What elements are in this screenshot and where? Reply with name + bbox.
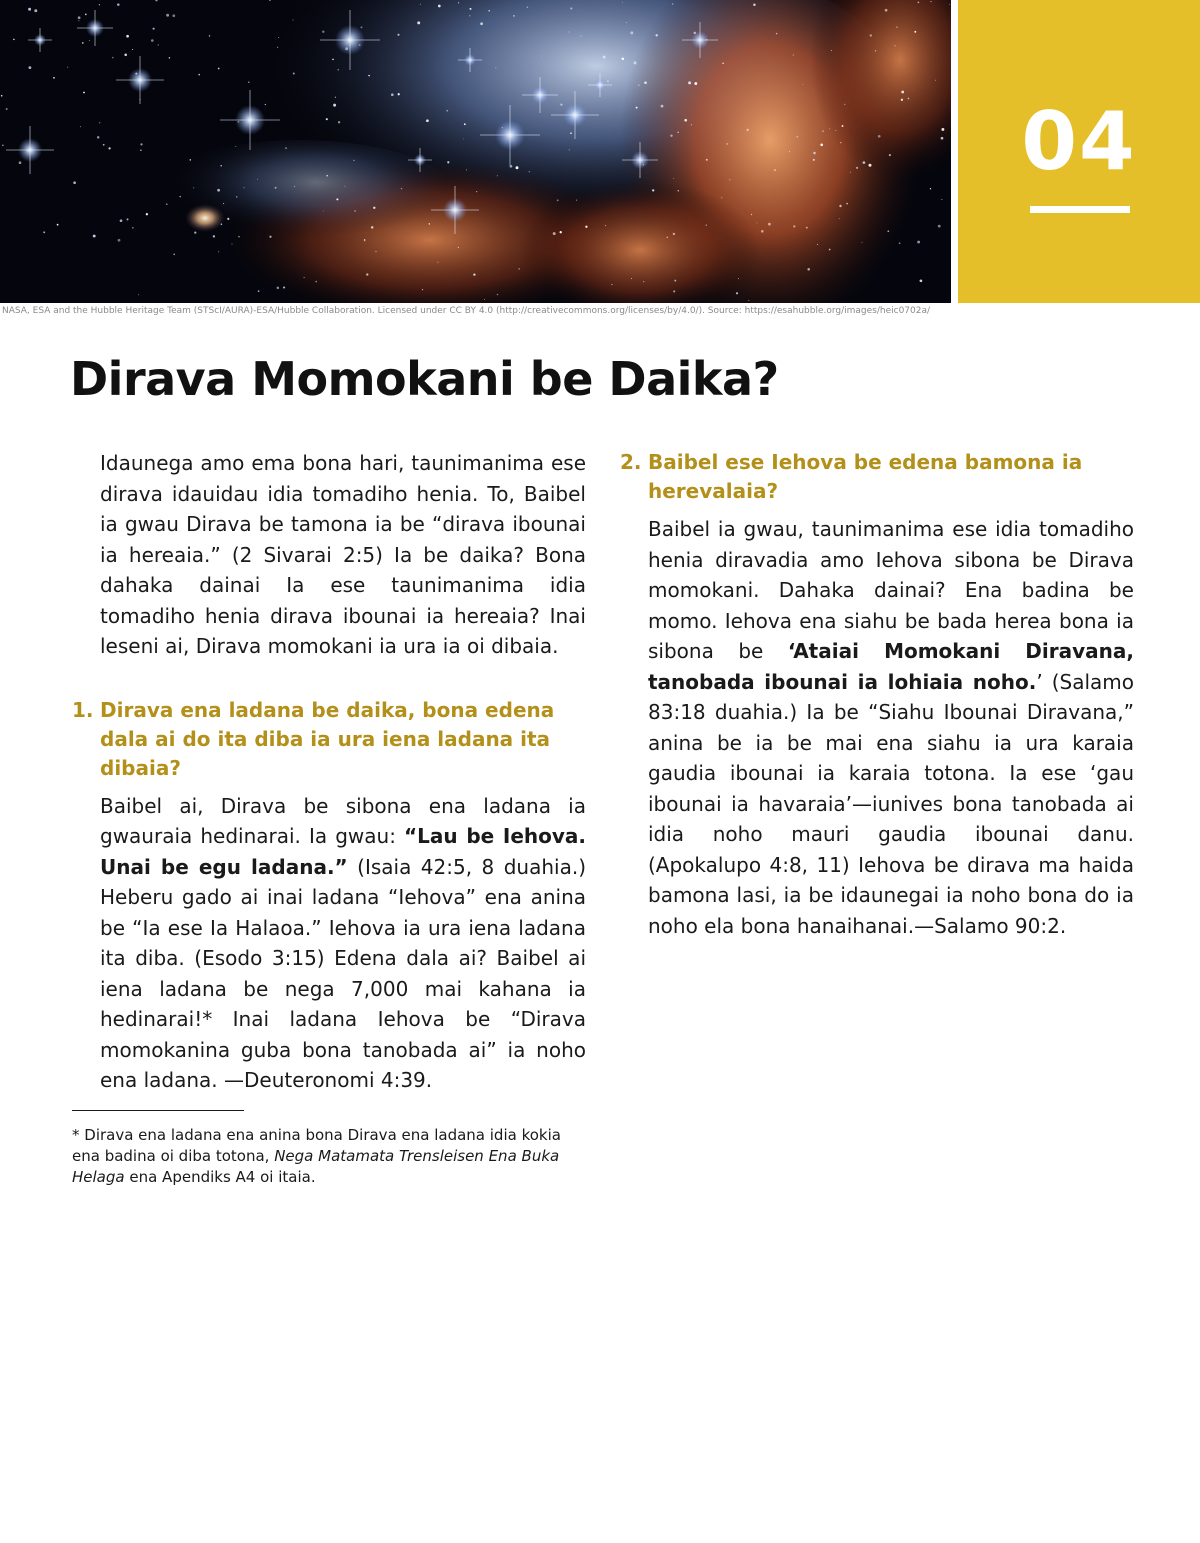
star <box>146 213 148 215</box>
star <box>153 28 155 30</box>
star <box>235 146 236 147</box>
footnote-divider <box>72 1110 244 1111</box>
star <box>138 294 139 295</box>
star <box>1 95 3 97</box>
star <box>896 26 898 28</box>
star <box>469 15 470 16</box>
star <box>283 286 285 288</box>
star <box>323 211 324 212</box>
star <box>622 2 623 3</box>
star <box>78 20 79 21</box>
star <box>576 200 577 201</box>
star <box>870 34 872 36</box>
star <box>248 82 249 83</box>
star <box>117 3 120 6</box>
answer-1-text-start: Baibel ai, Dirava be sibona ena ladana ia gwauraia hedinarai. Ia gwau: <box>100 793 586 848</box>
star <box>238 236 239 237</box>
star <box>333 104 336 107</box>
nebula-starfield-image <box>0 0 951 303</box>
star <box>285 147 286 148</box>
star <box>293 73 295 75</box>
star <box>748 300 749 301</box>
star <box>605 225 606 226</box>
star <box>34 9 37 12</box>
star <box>941 137 944 140</box>
star <box>420 4 421 5</box>
answer-2-emphasis: ‘Ataiai Momokani Diravana, tanobada ibounai ia lohiaia noho. <box>648 639 1134 694</box>
star <box>829 128 830 129</box>
star <box>447 161 449 163</box>
star <box>941 199 942 200</box>
star <box>722 63 724 65</box>
page-title: Dirava Momokani be Daika? <box>70 352 779 406</box>
star <box>391 93 394 96</box>
right-column <box>620 448 1134 941</box>
star <box>655 34 657 36</box>
star <box>166 203 167 204</box>
star <box>846 203 848 205</box>
star <box>887 230 889 232</box>
star <box>429 223 431 225</box>
star <box>920 279 923 282</box>
star <box>231 243 232 244</box>
star <box>227 218 229 220</box>
star <box>822 130 824 132</box>
star <box>257 179 258 180</box>
star <box>856 167 858 169</box>
star <box>13 39 15 41</box>
star <box>585 226 587 228</box>
star <box>580 35 581 36</box>
star <box>820 144 823 147</box>
star <box>829 249 831 251</box>
star <box>516 166 519 169</box>
star <box>560 104 562 106</box>
star <box>89 40 90 41</box>
star <box>19 161 22 164</box>
star <box>839 205 841 207</box>
star <box>275 187 277 189</box>
star <box>422 289 423 290</box>
answer-2-text-end: ’ (Salamo 83:18 duahia.) Ia be “Siahu Ibounai Diravana,” anina be ia be mai ena siahu ia ura karaia gaudia ibounai ia karaia totona. Ia ese ‘gau ibounai ia havaraia’—iunives bona tanobada ai idia noho mauri gaudia ibounai danu. (Apokalupo 4:8, 11) Iehova be dirava ma haida bamona lasi, ia be idaunegai ia noho bona do ia noho ela bona hanaihanai.—Salamo 90:2. <box>648 669 1135 938</box>
star <box>322 31 324 33</box>
star <box>218 68 220 70</box>
star <box>463 139 464 140</box>
star <box>813 159 815 161</box>
star <box>930 188 931 189</box>
star <box>631 278 632 279</box>
star <box>706 224 707 225</box>
footnote-book-title: Nega Matamata Trensleisen Ena Buka Helaga <box>72 1146 560 1186</box>
star <box>634 61 637 64</box>
star <box>221 223 222 224</box>
star <box>863 161 866 164</box>
star <box>684 119 687 122</box>
star <box>473 273 475 275</box>
star <box>901 91 904 94</box>
star <box>678 190 679 191</box>
star <box>806 227 808 229</box>
star <box>169 57 170 58</box>
star <box>354 210 356 212</box>
star <box>190 159 192 161</box>
star <box>793 54 794 55</box>
star <box>126 218 128 220</box>
star <box>293 20 294 21</box>
star <box>368 75 369 76</box>
star <box>85 14 87 16</box>
chapter-underline <box>1030 206 1130 213</box>
star <box>694 82 697 85</box>
star <box>674 280 676 282</box>
star <box>373 207 375 209</box>
star <box>124 54 127 57</box>
star <box>835 130 836 131</box>
star <box>914 31 916 33</box>
star <box>636 107 638 109</box>
star <box>193 187 194 188</box>
star <box>484 299 485 300</box>
star <box>941 128 944 131</box>
star <box>894 45 895 46</box>
star <box>397 34 399 36</box>
star <box>180 196 181 197</box>
star <box>807 268 810 271</box>
star <box>726 143 728 145</box>
star <box>151 39 154 42</box>
star <box>935 80 936 81</box>
star <box>345 186 346 187</box>
left-column <box>72 448 586 1188</box>
footnote-text-start: * Dirava ena ladana ena anina bona Dirava ena ladana idia kokia ena badina oi diba totona, <box>72 1125 561 1165</box>
star <box>398 93 400 95</box>
star <box>93 235 96 238</box>
star <box>949 4 950 5</box>
star <box>244 187 245 188</box>
star <box>603 56 606 59</box>
star <box>831 50 832 51</box>
star <box>611 284 612 285</box>
star <box>885 9 888 12</box>
star <box>844 104 845 105</box>
footnote <box>72 1125 586 1188</box>
star <box>209 35 210 36</box>
star <box>842 125 844 127</box>
star <box>667 237 668 238</box>
star <box>112 57 113 58</box>
star <box>166 14 169 17</box>
star <box>337 69 338 70</box>
star <box>438 5 441 8</box>
star <box>908 98 910 100</box>
star <box>869 164 872 167</box>
star <box>560 231 562 233</box>
question-2-number: 2. <box>620 450 642 474</box>
star <box>236 196 237 197</box>
star <box>569 149 570 150</box>
chapter-number: 04 <box>1021 95 1137 188</box>
star <box>258 290 260 292</box>
chapter-number-box <box>958 0 1200 303</box>
star <box>850 172 851 173</box>
answer-1-text-end: (Isaia 42:5, 8 duahia.) Heberu gado ai inai ladana “Iehova” ena anina be “Ia ese Ia Halaoa.” Iehova ia ura iena ladana ita diba. (Esodo 3:15) Edena dala ai? Baibel ai iena ladana be nega 7,000 mai kahana ia hedinarai!* Inai ladana Iehova be “Dirava momokanina guba bona tanobada ai” ia noho ena ladana. —Deuteronomi 4:39. <box>100 854 587 1092</box>
star <box>813 152 816 155</box>
star <box>661 105 664 108</box>
star <box>652 189 654 191</box>
star <box>73 181 76 184</box>
star <box>677 132 678 133</box>
star <box>738 278 739 279</box>
star <box>793 225 795 227</box>
star <box>899 242 901 244</box>
star <box>878 135 881 138</box>
star <box>173 254 174 255</box>
star <box>673 233 675 235</box>
star <box>930 1 931 2</box>
star <box>673 290 675 292</box>
image-credit: NASA, ESA and the Hubble Heritage Team (STScI/AURA)-ESA/Hubble Collaboration. Licensed under CC BY 4.0 (http://creativecommons.org/licenses/by/4.0/). Source: https://esahubble.org/images/heic0702a/ <box>2 306 931 316</box>
star <box>756 222 757 223</box>
intro-paragraph: Idaunega amo ema bona hari, taunimanima ese dirava idauidau idia tomadiho henia. To, Baibel ia gwau Dirava be tamona ia be “dirava ibounai ia hereaia.” (2 Sivarai 2:5) Ia be daika? Bona dahaka dainai Ia ese taunimanima idia tomadiho henia dirava ibounai ia hereaia? Inai leseni ai, Dirava momokani ia ura ia oi dibaia. <box>100 451 586 658</box>
star <box>774 169 775 170</box>
star <box>132 227 134 229</box>
star <box>875 50 876 51</box>
star <box>917 241 920 244</box>
star <box>220 165 222 167</box>
star <box>158 44 159 45</box>
star <box>458 247 459 248</box>
star <box>217 189 220 192</box>
footnote-text-end: ena Apendiks A4 oi itaia. <box>124 1167 316 1186</box>
star <box>29 66 32 69</box>
star <box>761 230 764 233</box>
star <box>366 273 368 275</box>
star <box>672 3 673 4</box>
star <box>553 232 556 235</box>
star <box>721 197 722 198</box>
question-1-text: Dirava ena ladana be daika, bona edena dala ai do ita diba ia ura iena ladana ita dibaia? <box>100 697 555 780</box>
answer-2-text-start: Baibel ia gwau, taunimanima ese idia tomadiho henia diravadia amo Iehova sibona be Dirava momokani. Dahaka dainai? Ena badina be momo. Iehova ena siahu be bada herea bona ia sibona be <box>648 517 1134 663</box>
star <box>335 97 336 98</box>
star <box>326 175 328 177</box>
star <box>218 251 219 252</box>
star <box>67 67 68 68</box>
star <box>802 84 803 85</box>
star <box>6 108 8 110</box>
star <box>466 169 467 170</box>
star <box>644 81 647 84</box>
star <box>140 150 141 151</box>
star <box>294 186 295 187</box>
star <box>706 159 708 161</box>
star <box>277 47 278 48</box>
star <box>172 14 175 17</box>
star <box>375 251 376 252</box>
star <box>43 231 45 233</box>
star <box>497 294 498 295</box>
star <box>670 135 672 137</box>
star <box>529 171 530 172</box>
star <box>99 4 100 5</box>
star <box>817 244 818 245</box>
star <box>518 268 519 269</box>
star <box>918 2 920 4</box>
star <box>80 126 81 127</box>
star <box>901 99 903 101</box>
star <box>336 198 338 200</box>
star <box>691 124 692 125</box>
star <box>437 262 438 263</box>
star <box>768 223 771 226</box>
star <box>753 4 756 7</box>
star <box>469 8 471 10</box>
star <box>458 2 459 3</box>
star <box>303 277 304 278</box>
star <box>315 281 317 283</box>
star <box>97 136 99 138</box>
star <box>401 188 402 189</box>
star <box>861 242 862 243</box>
star <box>938 225 941 228</box>
star <box>353 160 354 161</box>
star <box>630 31 633 34</box>
star <box>338 121 340 123</box>
star <box>464 123 466 125</box>
star <box>643 281 644 282</box>
star <box>332 59 334 61</box>
star <box>99 122 100 123</box>
answer-1-emphasis: “Lau be Iehova. Unai be egu ladana.” <box>100 824 586 879</box>
star <box>446 110 448 112</box>
star <box>488 10 490 12</box>
star <box>747 129 749 131</box>
star <box>513 15 515 17</box>
star <box>840 142 841 143</box>
star <box>789 151 790 152</box>
star <box>497 175 498 176</box>
star <box>510 165 513 168</box>
star <box>570 132 572 134</box>
star <box>495 67 496 68</box>
star <box>78 16 81 19</box>
star <box>213 235 215 237</box>
star <box>673 178 674 179</box>
star <box>622 58 625 61</box>
star <box>277 287 279 289</box>
answer-2-paragraph <box>620 514 1134 941</box>
star <box>541 56 542 57</box>
star <box>417 21 420 24</box>
question-2 <box>620 448 1134 506</box>
star <box>426 119 429 122</box>
star <box>570 7 572 9</box>
answer-1-paragraph <box>72 791 586 1096</box>
star <box>476 191 477 192</box>
star <box>364 240 365 241</box>
star <box>132 49 133 50</box>
star <box>776 33 777 34</box>
star <box>626 22 627 23</box>
star <box>729 179 730 180</box>
star <box>82 42 84 44</box>
star <box>361 26 363 28</box>
star <box>568 32 569 33</box>
star <box>2 144 4 146</box>
star <box>83 92 85 94</box>
star <box>736 292 738 294</box>
star <box>889 154 891 156</box>
star <box>751 214 752 215</box>
star <box>688 81 691 84</box>
star <box>28 8 31 11</box>
star <box>194 231 196 233</box>
star <box>223 203 224 204</box>
star <box>103 144 105 146</box>
question-1-number: 1. <box>72 697 94 722</box>
star <box>120 219 123 222</box>
star <box>108 147 110 149</box>
star <box>839 218 840 219</box>
star <box>638 85 639 86</box>
star <box>53 77 55 79</box>
star <box>796 136 798 138</box>
star <box>126 35 129 38</box>
star <box>198 74 200 76</box>
question-2-text: Baibel ese Iehova be edena bamona ia herevalaia? <box>648 450 1083 503</box>
star <box>557 199 559 201</box>
star <box>265 104 266 105</box>
star <box>118 239 121 242</box>
question-1 <box>72 696 586 783</box>
star <box>527 7 529 9</box>
star <box>278 37 279 38</box>
star <box>371 226 374 229</box>
star <box>480 22 483 25</box>
star <box>140 143 142 145</box>
star <box>57 224 59 226</box>
star <box>269 236 271 238</box>
star <box>326 118 328 120</box>
star <box>607 80 609 82</box>
